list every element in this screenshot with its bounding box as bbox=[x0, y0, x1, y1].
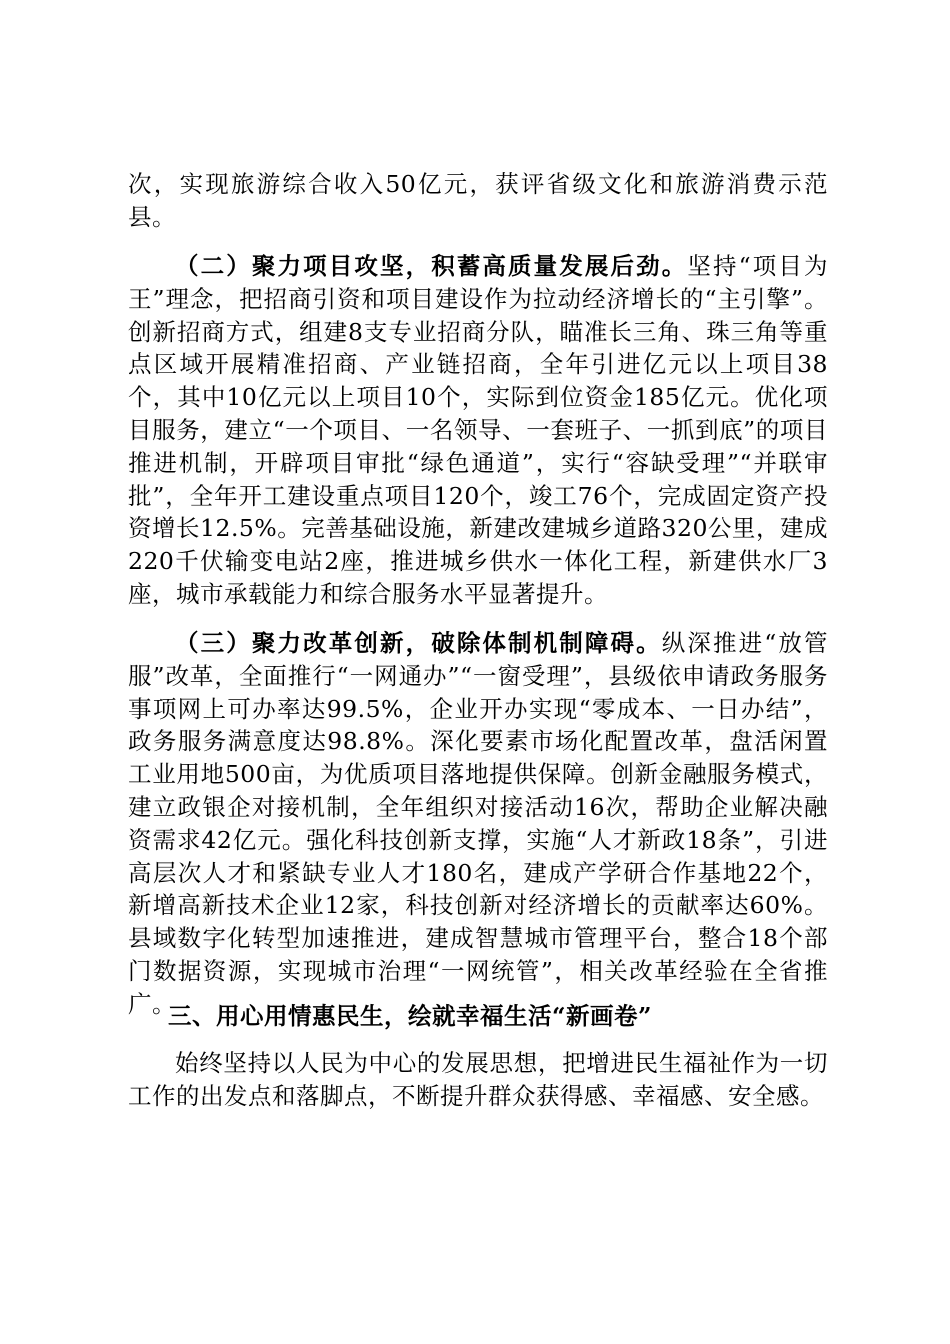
section-heading: 三、用心用情惠民生，绘就幸福生活“新画卷” bbox=[168, 1002, 653, 1030]
paragraph-lead-heading: （三）聚力改革创新，破除体制机制障碍。 bbox=[175, 629, 662, 657]
paragraph-text: 坚持“项目为王”理念，把招商引资和项目建设作为拉动经济增长的“主引擎”。创新招商方式，组建8支专业招商分队，瞄准长三角、珠三角等重点区域开展精准招商、产业链招商，全年引进亿元以上项目38个，其中10亿元以上项目10个，实际到位资金185亿元。优化项目服务，建立“一个项目、一名领导、一套班子、一抓到底”的项目推进机制，开辟项目审批“绿色通道”，实行“容缺受理”“并联审批”，全年开工建设重点项目120个，竣工76个，完成固定资产投资增长12.5%。完善基础设施，新建改建城乡道路320公里，建成220千伏输变电站2座，推进城乡供水一体化工程，新建供水厂3座，城市承载能力和综合服务水平显著提升。 bbox=[128, 252, 829, 608]
paragraph-reform-section bbox=[128, 627, 828, 1021]
paragraph-text: 始终坚持以人民为中心的发展思想，把增进民生福祉作为一切工作的出发点和落脚点，不断提升群众获得感、幸福感、安全感。 bbox=[128, 1049, 828, 1110]
paragraph-text: 纵深推进“放管服”改革，全面推行“一网通办”“一窗受理”，县级依申请政务服务事项网上可办率达99.5%，企业开办实现“零成本、一日办结”，政务服务满意度达98.8%。深化要素市场化配置改革，盘活闲置工业用地500亩，为优质项目落地提供保障。创新金融服务模式，建立政银企对接机制，全年组织对接活动16次，帮助企业解决融资需求42亿元。强化科技创新支撑，实施“人才新政18条”，引进高层次人才和紧缺专业人才180名，建成产学研合作基地22个，新增高新技术企业12家，科技创新对经济增长的贡献率达60%。县域数字化转型加速推进，建成智慧城市管理平台，整合18个部门数据资源，实现城市治理“一网统管”，相关改革经验在全省推广。 bbox=[128, 629, 829, 1018]
paragraph-project-section bbox=[128, 250, 828, 611]
paragraph-tourism-continuation bbox=[128, 168, 828, 234]
paragraph-livelihood-intro bbox=[128, 1047, 828, 1113]
paragraph-text: 次，实现旅游综合收入50亿元，获评省级文化和旅游消费示范县。 bbox=[128, 170, 828, 231]
paragraph-lead-heading: （二）聚力项目攻坚，积蓄高质量发展后劲。 bbox=[175, 252, 688, 280]
